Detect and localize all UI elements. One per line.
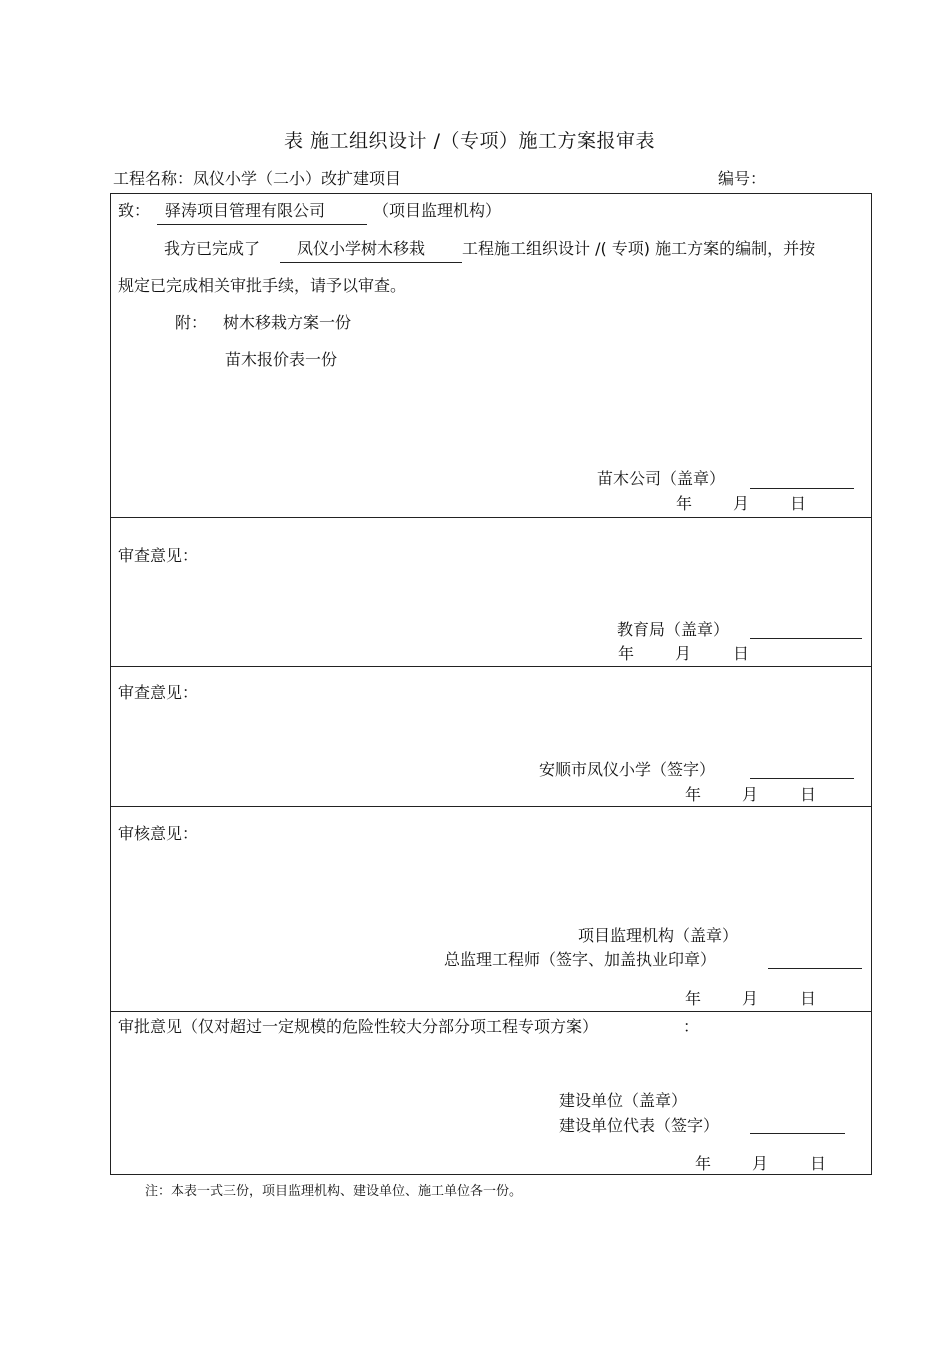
date-month: 月	[733, 494, 750, 513]
row-divider	[110, 666, 872, 667]
row-divider	[110, 806, 872, 807]
review-opinion-label: 审查意见：	[118, 683, 199, 702]
body-rest: 工程施工组织设计 /( 专项) 施工方案的编制，并按	[462, 239, 816, 258]
recipient-suffix: （项目监理机构）	[373, 201, 502, 220]
signature-line	[750, 778, 854, 779]
body-line2: 规定已完成相关审批手续，请予以审查。	[118, 276, 407, 295]
signature-line	[750, 1133, 845, 1134]
attachment-item: 苗木报价表一份	[225, 350, 338, 369]
audit-opinion-label: 审核意见：	[118, 824, 199, 843]
date-year: 年	[618, 644, 635, 663]
signer-label: 项目监理机构（盖章）	[578, 926, 739, 945]
signature-line	[750, 638, 862, 639]
footnote: 注：本表一式三份，项目监理机构、建设单位、施工单位各一份。	[145, 1184, 523, 1199]
signer-label: 苗木公司（盖章）	[597, 469, 726, 488]
body-prefix: 我方已完成了	[164, 239, 261, 258]
recipient-name: 驿涛项目管理有限公司	[165, 201, 326, 220]
signer-label: 建设单位代表（签字）	[559, 1116, 720, 1135]
date-month: 月	[742, 989, 759, 1008]
project-name-label: 工程名称：凤仪小学（二小）改扩建项目	[113, 169, 402, 188]
signer-label: 安顺市凤仪小学（签字）	[539, 760, 716, 779]
signer-label: 总监理工程师（签字、加盖执业印章）	[444, 950, 717, 969]
date-year: 年	[676, 494, 693, 513]
date-day: 日	[800, 785, 817, 804]
recipient-underline	[157, 224, 367, 225]
date-day: 日	[810, 1154, 827, 1173]
form-title: 表 施工组织设计 /（专项）施工方案报审表	[284, 130, 655, 152]
date-year: 年	[685, 785, 702, 804]
date-month: 月	[752, 1154, 769, 1173]
date-month: 月	[742, 785, 759, 804]
approval-opinion-label: 审批意见（仅对超过一定规模的危险性较大分部分项工程专项方案）	[118, 1017, 599, 1036]
project-underline	[280, 262, 462, 263]
to-prefix: 致：	[118, 201, 151, 220]
date-day: 日	[733, 644, 750, 663]
signer-label: 建设单位（盖章）	[559, 1091, 688, 1110]
signature-line	[750, 488, 854, 489]
approval-label-colon: ：	[683, 1017, 700, 1036]
signer-label: 教育局（盖章）	[617, 620, 730, 639]
body-project-name: 凤仪小学树木移栽	[297, 239, 426, 258]
row-divider	[110, 517, 872, 518]
number-label: 编号：	[718, 169, 767, 188]
attachment-label: 附：	[175, 313, 208, 332]
review-opinion-label: 审查意见：	[118, 546, 199, 565]
date-day: 日	[800, 989, 817, 1008]
attachment-item: 树木移栽方案一份	[223, 313, 352, 332]
row-divider	[110, 1011, 872, 1012]
date-day: 日	[790, 494, 807, 513]
date-month: 月	[675, 644, 692, 663]
date-year: 年	[685, 989, 702, 1008]
date-year: 年	[695, 1154, 712, 1173]
signature-line	[768, 968, 862, 969]
